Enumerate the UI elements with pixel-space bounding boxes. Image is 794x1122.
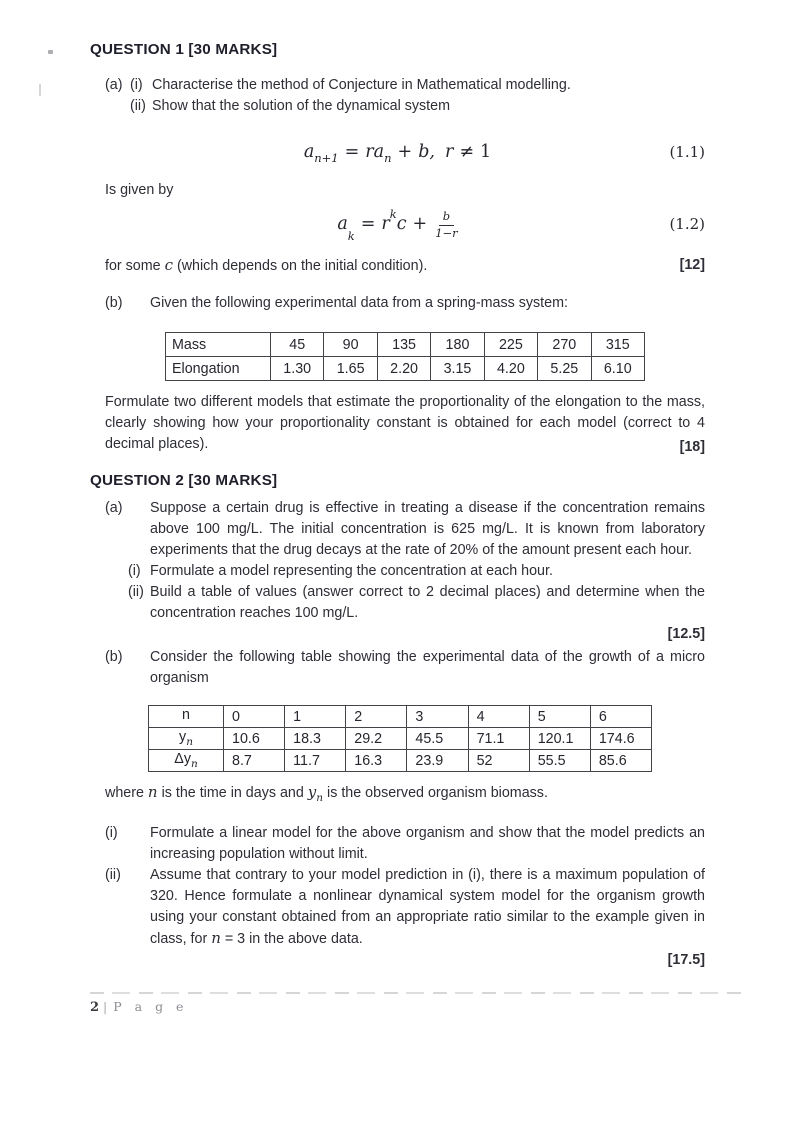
page-footer [90, 992, 746, 1015]
table-cell: 16.3 [346, 750, 407, 772]
math-var: a [303, 142, 315, 162]
q1a-ii-text: Show that the solution of the dynamical system [152, 98, 451, 114]
q2b-ii-text [150, 865, 705, 950]
table-cell: 315 [591, 333, 644, 357]
table-cell: 6 [590, 706, 651, 728]
given-by-text: Is given by [105, 182, 174, 198]
scan-dashed-line [90, 992, 746, 994]
q2a-ii-label: (ii) [128, 584, 144, 600]
row-header [149, 728, 224, 750]
table-cell: 29.2 [346, 728, 407, 750]
equation-number-1-1: (1.1) [669, 143, 705, 161]
q2b-i-text: Formulate a linear model for the above organism and show that the model predicts an increasing population without limit. [150, 824, 705, 862]
q2a-intro [90, 498, 705, 561]
footer-separator: | [103, 999, 108, 1014]
q2a-intro-text: Suppose a certain drug is effective in treating a disease if the concentration remains above 100 mg/L. The initial concentration is 625 mg/L. It is known from laboratory experiments that the drug decays at the rate of 20% of the amount present each hour. [150, 500, 705, 558]
q2a-i-label: (i) [128, 563, 141, 579]
footer-page-word: P a g e [113, 999, 188, 1014]
page-number: 2 [90, 1000, 100, 1015]
q2a-item-ii [90, 582, 705, 624]
math-fraction [435, 209, 457, 241]
math-op: = [360, 214, 376, 234]
math-op: + [412, 214, 428, 234]
table-cell: 85.6 [590, 750, 651, 772]
q1a-given-by [90, 180, 705, 201]
table-cell: 2.20 [377, 357, 430, 381]
table-cell: 52 [468, 750, 529, 772]
equation-1-1-body: a n+1 = ra n + b, r ≠ 1 [303, 142, 492, 165]
math-var: y [179, 729, 187, 746]
q1a-for-some-line [90, 255, 705, 277]
q1a-item-ii [90, 96, 705, 117]
table-cell: 55.5 [529, 750, 590, 772]
q1b-paragraph-text: Formulate two different models that estimate the proportionality of the elongation to the mass, clearly showing how your proportionality constant is obtained for each model (correct to 4 decimal places). [105, 394, 705, 452]
math-op: = [344, 142, 360, 162]
q1a-label: (a) [105, 77, 123, 93]
table-cell: 1.30 [271, 357, 324, 381]
q1b-paragraph [105, 392, 705, 455]
text-fragment: (which depends on the initial condition). [173, 258, 428, 274]
math-num: 1 [480, 142, 492, 162]
marks-q2b: [17.5] [667, 951, 705, 968]
table-cell: 23.9 [407, 750, 468, 772]
text-fragment: is the observed organism biomass. [323, 785, 548, 801]
row-header: Elongation [166, 357, 271, 381]
table-cell: 90 [324, 333, 377, 357]
table-cell: 174.6 [590, 728, 651, 750]
q2b-item-ii [90, 865, 705, 950]
table-row [149, 750, 652, 772]
math-sub: n [186, 735, 193, 748]
math-var-n: n [147, 783, 158, 801]
table-cell: 18.3 [285, 728, 346, 750]
row-header: Mass [166, 333, 271, 357]
table-cell: 10.6 [224, 728, 285, 750]
table-row [166, 333, 645, 357]
table-cell: 0 [224, 706, 285, 728]
table-cell: 225 [484, 333, 537, 357]
table-row [149, 706, 652, 728]
q2a-i-text: Formulate a model representing the concentration at each hour. [150, 563, 553, 579]
q2b-item-i [90, 823, 705, 865]
q1b-label: (b) [105, 295, 123, 311]
math-var: a [337, 214, 348, 234]
q2a-label: (a) [105, 500, 123, 516]
math-op: + [397, 142, 413, 162]
row-header [149, 750, 224, 772]
q1b-intro [90, 293, 705, 314]
table-cell: 135 [377, 333, 430, 357]
q1a-i-text: Characterise the method of Conjecture in Mathematical modelling. [152, 77, 571, 93]
table-cell: 120.1 [529, 728, 590, 750]
where-line-text [105, 782, 705, 809]
footer-text [90, 999, 746, 1015]
math-var: b, [418, 142, 435, 162]
table-cell: 180 [431, 333, 484, 357]
q2b-intro-text: Consider the following table showing the experimental data of the growth of a micro organism [150, 649, 705, 686]
text-fragment: for some [105, 258, 165, 274]
table-row [166, 357, 645, 381]
math-sub: n [190, 757, 198, 770]
table-cell: 3.15 [431, 357, 484, 381]
q1b-intro-text: Given the following experimental data from a spring-mass system: [150, 295, 568, 311]
spring-mass-table [165, 332, 645, 381]
table-cell: 45 [271, 333, 324, 357]
table-cell: 1 [285, 706, 346, 728]
math-op: ≠ [459, 142, 475, 162]
math-var: ra [365, 142, 385, 162]
q2b-label: (b) [105, 649, 123, 665]
math-var: Δy [174, 751, 191, 768]
q2a-item-i [90, 561, 705, 582]
q2b-intro [90, 647, 705, 689]
table-cell: 3 [407, 706, 468, 728]
math-var: n [182, 707, 190, 724]
math-sub: n [316, 791, 324, 804]
math-var: c [396, 214, 407, 234]
question2-heading: QUESTION 2 [30 MARKS] [90, 472, 278, 489]
equation-1-2 [90, 203, 705, 245]
equation-number-1-2: (1.2) [669, 215, 705, 233]
math-var-y: y [307, 783, 317, 801]
page-content [90, 40, 705, 971]
text-fragment: is the time in days and [157, 785, 308, 801]
text-fragment: Assume that contrary to your model prediction in (i), there is a maximum population of 320. Hence formulate a nonlinear dynamical system model for the organism growth using your constant obtained from an appropriate ratio similar to the example given in class, for [150, 866, 705, 947]
q2b-i-label: (i) [105, 824, 118, 841]
q2a-ii-text: Build a table of values (answer correct to 2 decimal places) and determine when the concentration reaches 100 mg/L. [150, 584, 705, 621]
marks-q1a: [12] [679, 257, 705, 273]
math-var-n: n [211, 928, 221, 947]
table-cell: 270 [538, 333, 591, 357]
table-cell: 71.1 [468, 728, 529, 750]
question1-heading: QUESTION 1 [30 MARKS] [90, 41, 278, 58]
marks-q2a: [12.5] [667, 626, 705, 642]
text-fragment: where [105, 785, 148, 801]
table-cell: 45.5 [407, 728, 468, 750]
table-cell: 1.65 [324, 357, 377, 381]
table-cell: 4 [468, 706, 529, 728]
for-some-text [105, 255, 427, 277]
math-var-c: c [164, 256, 173, 274]
table-cell: 6.10 [591, 357, 644, 381]
table-cell: 11.7 [285, 750, 346, 772]
fraction-numerator: b [439, 209, 454, 226]
organism-growth-table [148, 705, 652, 772]
table-cell: 2 [346, 706, 407, 728]
table-row [149, 728, 652, 750]
math-var: r [444, 142, 454, 162]
row-header [149, 706, 224, 728]
table-cell: 8.7 [224, 750, 285, 772]
fraction-denominator: 1−r [435, 225, 458, 240]
table-cell: 5.25 [538, 357, 591, 381]
scan-artifact [48, 50, 53, 54]
table-cell: 5 [529, 706, 590, 728]
q2b-where-line [90, 782, 705, 809]
q1a-i-label: (i) [130, 77, 143, 93]
q1a-item-i [90, 75, 705, 96]
math-var: r [381, 214, 390, 234]
q2b-ii-label: (ii) [105, 866, 121, 883]
q1a-ii-label: (ii) [130, 98, 146, 114]
scan-artifact [39, 84, 41, 96]
table-cell: 4.20 [484, 357, 537, 381]
equation-1-1 [90, 137, 705, 167]
equation-1-2-body: a k = r k c + $\frac{b}{1-r}$ [337, 206, 458, 244]
marks-q1b: [18] [679, 439, 705, 455]
text-fragment: = 3 in the above data. [220, 930, 363, 947]
